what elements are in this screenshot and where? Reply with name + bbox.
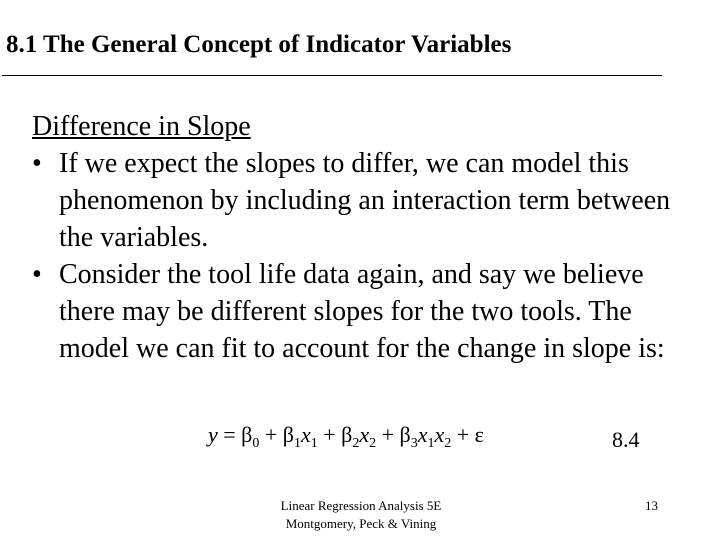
bullet-marker: • bbox=[32, 259, 42, 290]
footer-book-title: Linear Regression Analysis 5E bbox=[280, 498, 442, 513]
bullet-text: If we expect the slopes to differ, we can model this phenomenon by including an interaction term between the variables. bbox=[59, 148, 671, 253]
regression-equation: $y = \beta_0 + \beta_1x_1 + \beta_2x_2 + \beta_3x_1x_2 + \varepsilon$ bbox=[208, 422, 484, 451]
slide-title: 8.1 The General Concept of Indicator Variables bbox=[6, 31, 512, 58]
bullet-marker: • bbox=[32, 148, 42, 179]
footer bbox=[266, 497, 456, 533]
bullet-item bbox=[32, 256, 702, 367]
equation-number: 8.4 bbox=[612, 427, 640, 452]
bullet-item bbox=[32, 145, 702, 256]
bullet-text: Consider the tool life data again, and say we believe there may be different slopes for the two tools. The model we can fit to account for the change in slope is: bbox=[59, 259, 665, 364]
slide-body bbox=[32, 108, 702, 367]
title-divider bbox=[2, 75, 662, 76]
section-heading: Difference in Slope bbox=[32, 111, 251, 142]
page-number: 13 bbox=[645, 498, 658, 513]
footer-authors: Montgomery, Peck & Vining bbox=[285, 516, 437, 531]
